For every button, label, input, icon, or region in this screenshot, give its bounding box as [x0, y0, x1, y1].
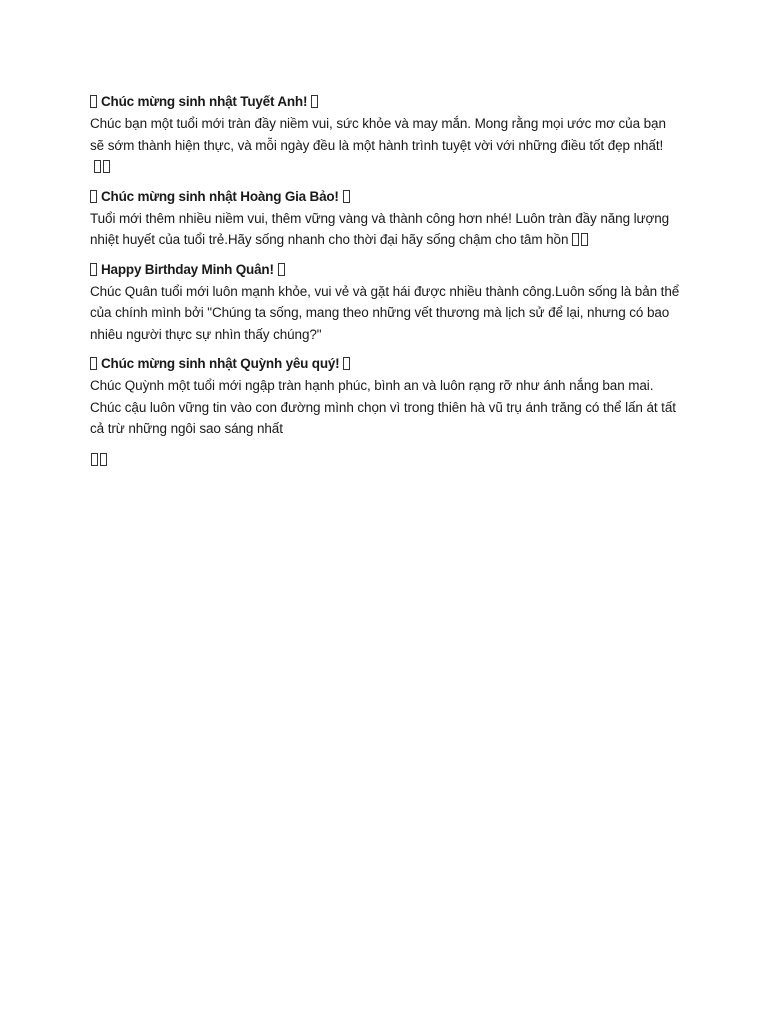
wish-body: Tuổi mới thêm nhiều niềm vui, thêm vững vàng và thành công hơn nhé! Luôn tràn đầy năng lượng nhiệt huyết của tuổi trẻ.Hãy sống nhanh cho thời đại hãy sống chậm cho tâm hồn — [90, 208, 680, 251]
birthday-wish-3 — [90, 259, 680, 346]
missing-glyph-icon — [343, 357, 350, 370]
missing-glyph-pair — [571, 229, 589, 251]
missing-glyph-icon — [343, 190, 350, 203]
document-page — [90, 91, 680, 478]
missing-glyph-icon — [90, 357, 97, 370]
missing-glyph-pair — [93, 156, 111, 178]
wish-heading: Chúc mừng sinh nhật Tuyết Anh! — [90, 91, 680, 112]
wish-body: Chúc bạn một tuổi mới tràn đầy niềm vui, sức khỏe và may mắn. Mong rằng mọi ước mơ của bạn sẽ sớm thành hiện thực, và mỗi ngày đều là một hành trình tuyệt vời với những điều tốt đẹp nhất! — [90, 113, 680, 178]
missing-glyph-icon — [91, 453, 98, 466]
birthday-wish-2 — [90, 186, 680, 251]
wish-body: Chúc Quỳnh một tuổi mới ngập tràn hạnh phúc, bình an và luôn rạng rỡ như ánh nắng ban mai. Chúc cậu luôn vững tin vào con đường mình chọn vì trong thiên hà vũ trụ ánh trăng có thể lấn át tất cả trừ những ngôi sao sáng nhất — [90, 378, 676, 436]
wish-heading: Happy Birthday Minh Quân! — [90, 259, 680, 280]
missing-glyph-icon — [278, 263, 285, 276]
missing-glyph-icon — [100, 453, 107, 466]
birthday-wish-1 — [90, 91, 680, 178]
missing-glyph-icon — [103, 160, 110, 173]
missing-glyph-icon — [311, 95, 318, 108]
missing-glyph-icon — [90, 190, 97, 203]
missing-glyph-pair — [90, 449, 680, 470]
wish-body: Chúc Quân tuổi mới luôn mạnh khỏe, vui vẻ và gặt hái được nhiều thành công.Luôn sống là bản thể của chính mình bởi "Chúng ta sống, mang theo những vết thương mà lịch sử để lại, nhưng có bao nhiêu người thực sự nhìn thấy chúng?" — [90, 283, 680, 342]
missing-glyph-icon — [572, 233, 579, 246]
missing-glyph-icon — [90, 95, 97, 108]
wish-heading: Chúc mừng sinh nhật Quỳnh yêu quý! — [90, 353, 680, 374]
missing-glyph-icon — [94, 160, 101, 173]
wish-heading: Chúc mừng sinh nhật Hoàng Gia Bảo! — [90, 186, 680, 207]
missing-glyph-icon — [581, 233, 588, 246]
missing-glyph-icon — [90, 263, 97, 276]
birthday-wish-4 — [90, 353, 680, 470]
